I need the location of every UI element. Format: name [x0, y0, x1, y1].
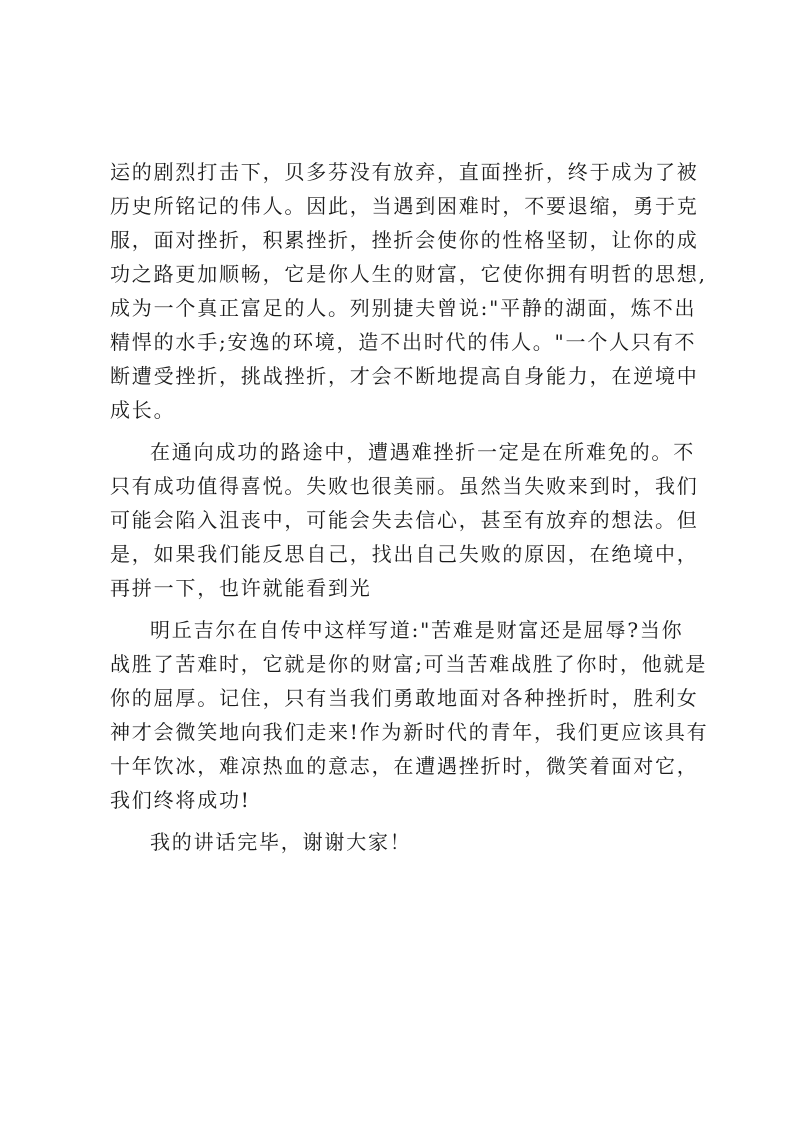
- paragraph-1: [110, 155, 707, 427]
- paragraph-line: 你的屈厚。记住，只有当我们勇敢地面对各种挫折时，胜利女: [110, 686, 699, 710]
- paragraph-line: 战胜了苦难时，它就是你的财富;可当苦难战胜了你时，他就是: [110, 652, 708, 676]
- paragraph-line: 功之路更加顺畅，它是你人生的财富，它使你拥有明哲的思想,: [110, 262, 707, 286]
- paragraph-line: 断遭受挫折，挑战挫折，才会不断地提高自身能力，在逆境中: [110, 364, 699, 388]
- paragraph-3: [110, 613, 709, 817]
- paragraph-line: 成长。: [110, 398, 176, 422]
- paragraph-line: 可能会陷入沮丧中，可能会失去信心，甚至有放弃的想法。但: [110, 508, 699, 532]
- paragraph-line: 在通向成功的路途中，遭遇难挫折一定是在所难免的。不: [150, 440, 695, 464]
- paragraph-line: 运的剧烈打击下，贝多芬没有放弃，直面挫折，终于成为了被: [110, 160, 699, 184]
- paragraph-line: 精悍的水手;安逸的环境，造不出时代的伟人。"一个人只有不: [110, 330, 697, 354]
- paragraph-line: 服，面对挫折，积累挫折，挫折会使你的性格坚韧，让你的成: [110, 228, 699, 252]
- paragraph-spacer: [110, 427, 695, 435]
- paragraph-line: 我们终将成功!: [110, 788, 251, 812]
- paragraph-line: 十年饮冰，难凉热血的意志，在遭遇挫折时，微笑着面对它，: [110, 754, 699, 778]
- paragraph-2: [110, 435, 699, 605]
- paragraph-spacer: [110, 817, 695, 825]
- paragraph-line: 再拼一下，也许就能看到光: [110, 576, 372, 600]
- paragraph-spacer: [110, 605, 695, 613]
- document-body: [110, 155, 709, 859]
- paragraph-line: 明丘吉尔在自传中这样写道:"苦难是财富还是屈辱?当你: [150, 618, 684, 642]
- paragraph-line: 只有成功值得喜悦。失败也很美丽。虽然当失败来到时，我们: [110, 474, 699, 498]
- paragraph-line: 神才会微笑地向我们走来!作为新时代的青年，我们更应该具有: [110, 720, 709, 744]
- paragraph-line: 历史所铭记的伟人。因此，当遇到困难时，不要退缩，勇于克: [110, 194, 699, 218]
- paragraph-4: [110, 825, 695, 859]
- paragraph-line: 我的讲话完毕，谢谢大家！: [150, 830, 412, 854]
- paragraph-line: 是，如果我们能反思自己，找出自己失败的原因，在绝境中，: [110, 542, 699, 566]
- paragraph-line: 成为一个真正富足的人。列别捷夫曾说:"平静的湖面，炼不出: [110, 296, 697, 320]
